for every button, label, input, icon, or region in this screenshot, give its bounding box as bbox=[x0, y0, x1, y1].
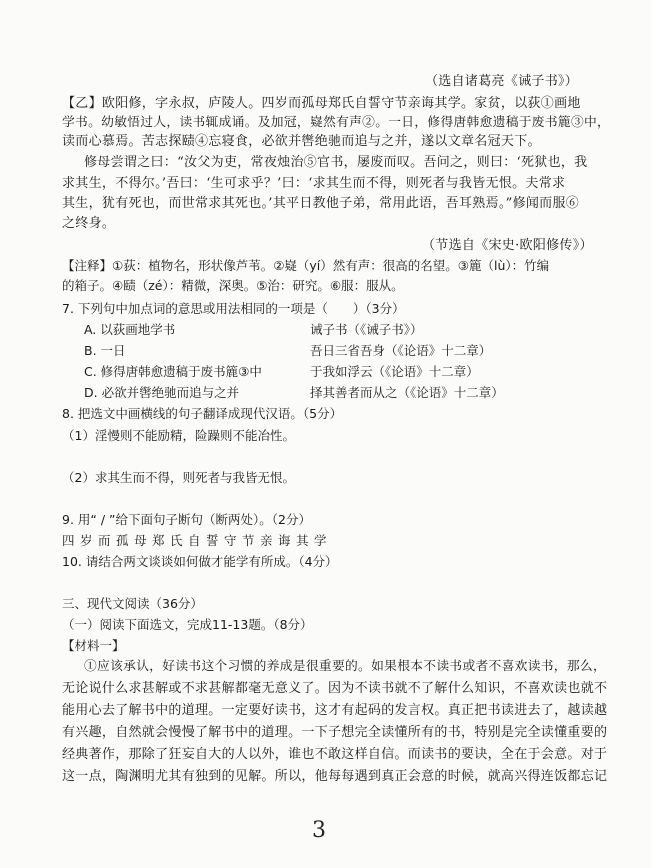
passage-yi-line: 求其生，不得尔。’吾曰：‘生可求乎？’曰：‘求其生而不得，则死者与我皆无恨。夫常求 bbox=[62, 176, 566, 191]
question-9: 9. 用“ / ”给下面句子断句（断两处）。（2分） bbox=[62, 512, 311, 527]
material-1-line: 有兴趣，自然就会慢慢了解书中的道理。一下子想完全读懂所有的书，特别是完全读懂重要的 bbox=[62, 725, 608, 740]
passage-yi-line: 其生，犹有死也，而世常求其死也。’其平日教他子弟，常用此语，吾耳熟焉。”修闻而服⑥ bbox=[62, 196, 580, 211]
question-7: 7. 下列句中加点词的意思或用法相同的一项是（ ）（3分） bbox=[62, 301, 405, 316]
option-b-left: B. 一日 bbox=[84, 343, 126, 358]
passage-yi-line: 修母尝谓之曰：“汝父为吏，常夜烛治⑤官书，屡废而叹。吾问之，则曰：‘死狱也，我 bbox=[84, 155, 588, 170]
source-citation-1: （选自诸葛亮《诫子书》） bbox=[425, 74, 579, 89]
annotation-line: 的箱子。④赜（zé）：精微，深奥。⑤治：研究。⑥服：服从。 bbox=[62, 278, 404, 293]
source-citation-2: （节选自《宋史·欧阳修传》） bbox=[422, 238, 593, 253]
option-d-left: D. 必欲并辔绝驰而追与之并 bbox=[84, 385, 240, 400]
option-b-right: 吾日三省吾身（《论语》十二章） bbox=[310, 343, 492, 358]
annotation-line: 【注释】①荻：植物名，形状像芦苇。②嶷（yí）然有声：很高的名望。③簏（lù）：竹编 bbox=[62, 258, 550, 273]
section-3-1-heading: （一）阅读下面选文，完成11-13题。（8分） bbox=[62, 617, 313, 632]
material-1-line: ①应该承认，好读书这个习惯的养成是很重要的。如果根本不读书或者不喜欢读书，那么， bbox=[84, 659, 606, 674]
section-3-heading: 三、现代文阅读（36分） bbox=[62, 596, 203, 611]
option-d-right: 择其善者而从之（《论语》十二章） bbox=[310, 385, 504, 400]
question-10: 10. 请结合两文谈谈如何做才能学有所成。（4分） bbox=[62, 554, 338, 569]
page-number: 3 bbox=[312, 818, 326, 843]
passage-yi-line: 之终身。 bbox=[62, 216, 116, 231]
material-1-line: 经典著作，那除了狂妄自大的人以外，谁也不敢这样自信。而读书的要诀，全在于会意。对于 bbox=[62, 747, 608, 762]
option-a-left: A. 以荻画地学书 bbox=[84, 322, 176, 337]
option-c-right: 于我如浮云（《论语》十二章） bbox=[310, 364, 479, 379]
option-c-left: C. 修得唐韩愈遗稿于废书簏③中 bbox=[84, 364, 262, 379]
question-9-sentence: 四岁而孤母郑氏自誓守节亲诲其学 bbox=[62, 533, 333, 548]
passage-yi-line: 【乙】欧阳修，字永叔，庐陵人。四岁而孤母郑氏自誓守节亲诲其学。家贫，以荻①画地 bbox=[62, 96, 581, 111]
material-1-line: 无论说什么求甚解或不求甚解都毫无意义了。因为不读书就不了解什么知识，不喜欢读也就不 bbox=[62, 681, 608, 696]
option-a-right: 诫子书（《诫子书》） bbox=[310, 322, 423, 337]
material-1-line: 能用心去了解书中的道理。一定要好读书，这才有起码的发言权。真正把书读进去了，越读越 bbox=[62, 703, 608, 718]
material-1-heading: 【材料一】 bbox=[62, 638, 125, 653]
question-8: 8. 把选文中画横线的句子翻译成现代汉语。（5分） bbox=[62, 406, 343, 421]
passage-yi-line: 学书。幼敏悟过人，读书辄成诵。及加冠，嶷然有声②。一日，修得唐韩愈遗稿于废书簏③中， bbox=[62, 115, 611, 130]
question-8-part-1: （1）淫慢则不能励精，险躁则不能冶性。 bbox=[62, 428, 295, 443]
passage-yi-line: 读而心慕焉。苦志探赜④忘寝食，必欲并辔绝驰而追与之并，遂以文章名冠天下。 bbox=[62, 134, 541, 149]
material-1-line: 这一点，陶渊明尤其有独到的见解。所以，他每每遇到真正会意的时候，就高兴得连饭都忘记 bbox=[62, 769, 608, 784]
question-8-part-2: （2）求其生而不得，则死者与我皆无恨。 bbox=[62, 470, 295, 485]
